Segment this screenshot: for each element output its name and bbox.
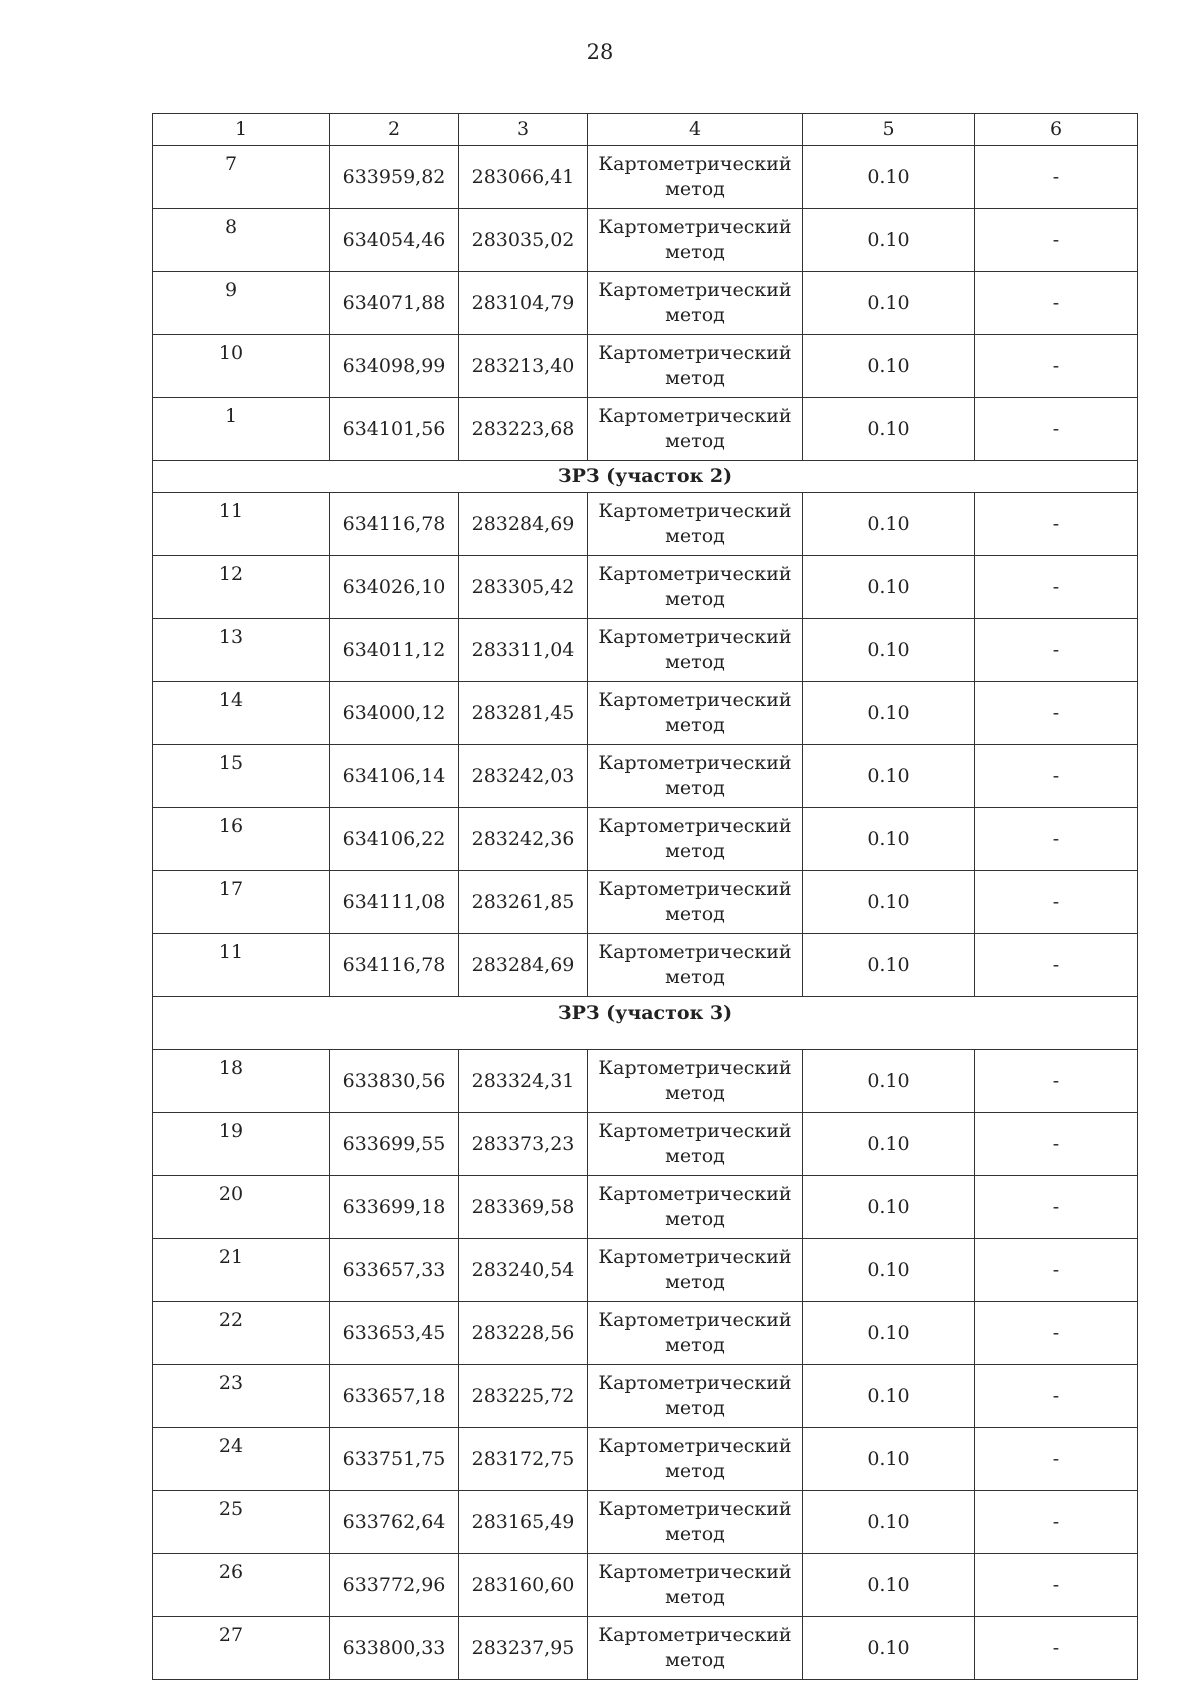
determination-method: Картометрический метод — [588, 1239, 803, 1302]
header-cell-6: 6 — [975, 114, 1138, 146]
accuracy-value: 0.10 — [803, 272, 975, 335]
point-number: 20 — [153, 1176, 330, 1239]
y-coordinate: 283223,68 — [459, 398, 588, 461]
y-coordinate: 283281,45 — [459, 682, 588, 745]
note-value: - — [975, 1239, 1138, 1302]
table-row — [153, 1365, 1138, 1428]
y-coordinate: 283369,58 — [459, 1176, 588, 1239]
note-value: - — [975, 1176, 1138, 1239]
x-coordinate: 633657,18 — [330, 1365, 459, 1428]
y-coordinate: 283242,36 — [459, 808, 588, 871]
x-coordinate: 634111,08 — [330, 871, 459, 934]
x-coordinate: 634026,10 — [330, 556, 459, 619]
header-row — [153, 114, 1138, 146]
determination-method: Картометрический метод — [588, 556, 803, 619]
y-coordinate: 283165,49 — [459, 1491, 588, 1554]
note-value: - — [975, 682, 1138, 745]
accuracy-value: 0.10 — [803, 1050, 975, 1113]
point-number: 17 — [153, 871, 330, 934]
note-value: - — [975, 1365, 1138, 1428]
note-value: - — [975, 619, 1138, 682]
table-row — [153, 1050, 1138, 1113]
note-value: - — [975, 556, 1138, 619]
determination-method: Картометрический метод — [588, 1050, 803, 1113]
point-number: 11 — [153, 493, 330, 556]
y-coordinate: 283066,41 — [459, 146, 588, 209]
determination-method: Картометрический метод — [588, 1365, 803, 1428]
note-value: - — [975, 1302, 1138, 1365]
y-coordinate: 283228,56 — [459, 1302, 588, 1365]
accuracy-value: 0.10 — [803, 556, 975, 619]
section-row — [153, 461, 1138, 493]
table-row — [153, 934, 1138, 997]
note-value: - — [975, 808, 1138, 871]
table-row — [153, 335, 1138, 398]
x-coordinate: 633751,75 — [330, 1428, 459, 1491]
header-cell-4: 4 — [588, 114, 803, 146]
determination-method: Картометрический метод — [588, 1554, 803, 1617]
x-coordinate: 633657,33 — [330, 1239, 459, 1302]
table-row — [153, 1617, 1138, 1680]
y-coordinate: 283305,42 — [459, 556, 588, 619]
determination-method: Картометрический метод — [588, 209, 803, 272]
note-value: - — [975, 871, 1138, 934]
note-value: - — [975, 272, 1138, 335]
x-coordinate: 634106,22 — [330, 808, 459, 871]
point-number: 1 — [153, 398, 330, 461]
x-coordinate: 633800,33 — [330, 1617, 459, 1680]
table-row — [153, 1491, 1138, 1554]
header-cell-1: 1 — [153, 114, 330, 146]
accuracy-value: 0.10 — [803, 1617, 975, 1680]
point-number: 27 — [153, 1617, 330, 1680]
determination-method: Картометрический метод — [588, 1491, 803, 1554]
x-coordinate: 634101,56 — [330, 398, 459, 461]
point-number: 14 — [153, 682, 330, 745]
note-value: - — [975, 1050, 1138, 1113]
accuracy-value: 0.10 — [803, 1302, 975, 1365]
table-body — [153, 114, 1138, 1680]
table-row — [153, 1428, 1138, 1491]
determination-method: Картометрический метод — [588, 808, 803, 871]
note-value: - — [975, 1113, 1138, 1176]
determination-method: Картометрический метод — [588, 1617, 803, 1680]
section-title: ЗРЗ (участок 3) — [153, 997, 1138, 1050]
accuracy-value: 0.10 — [803, 335, 975, 398]
point-number: 16 — [153, 808, 330, 871]
accuracy-value: 0.10 — [803, 1491, 975, 1554]
y-coordinate: 283160,60 — [459, 1554, 588, 1617]
accuracy-value: 0.10 — [803, 1176, 975, 1239]
y-coordinate: 283213,40 — [459, 335, 588, 398]
determination-method: Картометрический метод — [588, 146, 803, 209]
table-row — [153, 682, 1138, 745]
table-row — [153, 1554, 1138, 1617]
determination-method: Картометрический метод — [588, 619, 803, 682]
table-row — [153, 209, 1138, 272]
determination-method: Картометрический метод — [588, 745, 803, 808]
note-value: - — [975, 1554, 1138, 1617]
accuracy-value: 0.10 — [803, 493, 975, 556]
accuracy-value: 0.10 — [803, 682, 975, 745]
y-coordinate: 283104,79 — [459, 272, 588, 335]
table-row — [153, 808, 1138, 871]
y-coordinate: 283373,23 — [459, 1113, 588, 1176]
point-number: 11 — [153, 934, 330, 997]
accuracy-value: 0.10 — [803, 398, 975, 461]
table-row — [153, 871, 1138, 934]
y-coordinate: 283324,31 — [459, 1050, 588, 1113]
page-number: 28 — [586, 40, 614, 64]
table-row — [153, 272, 1138, 335]
determination-method: Картометрический метод — [588, 1113, 803, 1176]
point-number: 24 — [153, 1428, 330, 1491]
determination-method: Картометрический метод — [588, 272, 803, 335]
determination-method: Картометрический метод — [588, 493, 803, 556]
x-coordinate: 634098,99 — [330, 335, 459, 398]
note-value: - — [975, 1491, 1138, 1554]
accuracy-value: 0.10 — [803, 808, 975, 871]
determination-method: Картометрический метод — [588, 1428, 803, 1491]
accuracy-value: 0.10 — [803, 1113, 975, 1176]
note-value: - — [975, 745, 1138, 808]
header-cell-3: 3 — [459, 114, 588, 146]
y-coordinate: 283284,69 — [459, 493, 588, 556]
point-number: 15 — [153, 745, 330, 808]
accuracy-value: 0.10 — [803, 1239, 975, 1302]
point-number: 13 — [153, 619, 330, 682]
determination-method: Картометрический метод — [588, 682, 803, 745]
determination-method: Картометрический метод — [588, 1176, 803, 1239]
table-row — [153, 745, 1138, 808]
y-coordinate: 283311,04 — [459, 619, 588, 682]
accuracy-value: 0.10 — [803, 871, 975, 934]
section-title: ЗРЗ (участок 2) — [153, 461, 1138, 493]
table-row — [153, 556, 1138, 619]
point-number: 8 — [153, 209, 330, 272]
point-number: 26 — [153, 1554, 330, 1617]
point-number: 7 — [153, 146, 330, 209]
point-number: 21 — [153, 1239, 330, 1302]
point-number: 19 — [153, 1113, 330, 1176]
x-coordinate: 633653,45 — [330, 1302, 459, 1365]
y-coordinate: 283035,02 — [459, 209, 588, 272]
accuracy-value: 0.10 — [803, 934, 975, 997]
accuracy-value: 0.10 — [803, 146, 975, 209]
point-number: 12 — [153, 556, 330, 619]
point-number: 23 — [153, 1365, 330, 1428]
y-coordinate: 283242,03 — [459, 745, 588, 808]
point-number: 10 — [153, 335, 330, 398]
accuracy-value: 0.10 — [803, 1428, 975, 1491]
point-number: 22 — [153, 1302, 330, 1365]
x-coordinate: 633772,96 — [330, 1554, 459, 1617]
accuracy-value: 0.10 — [803, 209, 975, 272]
x-coordinate: 634000,12 — [330, 682, 459, 745]
section-row — [153, 997, 1138, 1050]
accuracy-value: 0.10 — [803, 1554, 975, 1617]
y-coordinate: 283240,54 — [459, 1239, 588, 1302]
header-cell-5: 5 — [803, 114, 975, 146]
x-coordinate: 634106,14 — [330, 745, 459, 808]
y-coordinate: 283225,72 — [459, 1365, 588, 1428]
y-coordinate: 283261,85 — [459, 871, 588, 934]
x-coordinate: 634071,88 — [330, 272, 459, 335]
table-row — [153, 1302, 1138, 1365]
determination-method: Картометрический метод — [588, 871, 803, 934]
note-value: - — [975, 209, 1138, 272]
determination-method: Картометрический метод — [588, 1302, 803, 1365]
point-number: 18 — [153, 1050, 330, 1113]
coordinates-table — [152, 113, 1138, 1680]
note-value: - — [975, 1428, 1138, 1491]
accuracy-value: 0.10 — [803, 1365, 975, 1428]
table-row — [153, 398, 1138, 461]
point-number: 25 — [153, 1491, 330, 1554]
note-value: - — [975, 493, 1138, 556]
table-row — [153, 493, 1138, 556]
point-number: 9 — [153, 272, 330, 335]
note-value: - — [975, 146, 1138, 209]
x-coordinate: 633830,56 — [330, 1050, 459, 1113]
header-cell-2: 2 — [330, 114, 459, 146]
note-value: - — [975, 398, 1138, 461]
x-coordinate: 633699,55 — [330, 1113, 459, 1176]
x-coordinate: 633699,18 — [330, 1176, 459, 1239]
accuracy-value: 0.10 — [803, 745, 975, 808]
table-row — [153, 1176, 1138, 1239]
x-coordinate: 633959,82 — [330, 146, 459, 209]
y-coordinate: 283237,95 — [459, 1617, 588, 1680]
note-value: - — [975, 934, 1138, 997]
table-row — [153, 146, 1138, 209]
table-row — [153, 619, 1138, 682]
note-value: - — [975, 335, 1138, 398]
x-coordinate: 633762,64 — [330, 1491, 459, 1554]
y-coordinate: 283284,69 — [459, 934, 588, 997]
x-coordinate: 634116,78 — [330, 493, 459, 556]
accuracy-value: 0.10 — [803, 619, 975, 682]
x-coordinate: 634011,12 — [330, 619, 459, 682]
note-value: - — [975, 1617, 1138, 1680]
determination-method: Картометрический метод — [588, 934, 803, 997]
x-coordinate: 634054,46 — [330, 209, 459, 272]
y-coordinate: 283172,75 — [459, 1428, 588, 1491]
table-row — [153, 1239, 1138, 1302]
x-coordinate: 634116,78 — [330, 934, 459, 997]
determination-method: Картометрический метод — [588, 398, 803, 461]
table-row — [153, 1113, 1138, 1176]
determination-method: Картометрический метод — [588, 335, 803, 398]
